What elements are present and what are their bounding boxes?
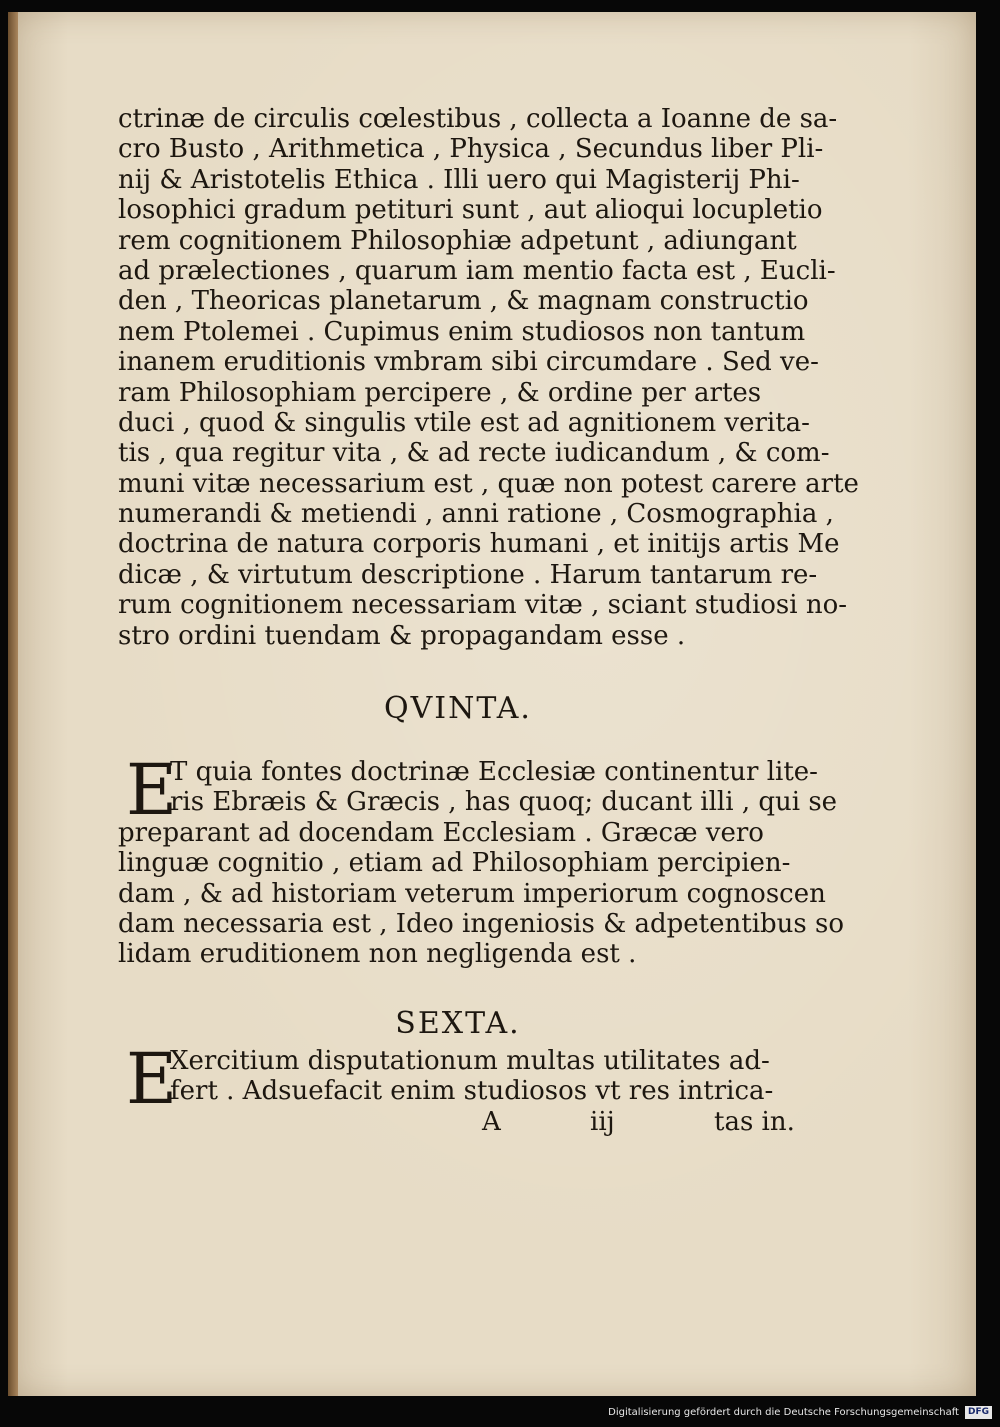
- text-line: numerandi & metiendi , anni ratione , Cosmographia ,: [118, 499, 834, 530]
- page-text-block: [118, 104, 859, 1141]
- text-line: den , Theoricas planetarum , & magnam constructio: [118, 286, 809, 317]
- text-line: stro ordini tuendam & propagandam esse .: [118, 620, 686, 651]
- text-line: rum cognitionem necessariam vitæ , sciant studiosi no-: [118, 590, 848, 621]
- text-line: ad prælectiones , quarum iam mentio facta est , Eucli-: [118, 255, 836, 286]
- text-line: losophici gradum petituri sunt , aut alioqui locupletio: [118, 195, 823, 226]
- main-paragraph: [118, 104, 859, 651]
- text-line: dam , & ad historiam veterum imperiorum cognoscen: [118, 878, 826, 909]
- text-line: doctrina de natura corporis humani , et initijs artis Me: [118, 529, 840, 560]
- text-line: muni vitæ necessarium est , quæ non potest carere arte: [118, 468, 859, 499]
- dropcap-initial: E: [126, 1037, 178, 1120]
- text-line: T quia fontes doctrinæ Ecclesiæ continentur lite-: [170, 757, 818, 788]
- text-line: cro Busto , Arithmetica , Physica , Secundus liber Pli-: [118, 134, 824, 165]
- text-line: linguæ cognitio , etiam ad Philosophiam percipien-: [118, 848, 791, 879]
- dfg-logo-icon: DFG: [965, 1406, 992, 1419]
- sexta-paragraph: [118, 1037, 798, 1120]
- book-page: [8, 12, 976, 1396]
- folio-number: iij: [590, 1106, 615, 1137]
- section-heading-quinta: QVINTA.: [384, 691, 532, 727]
- text-line: ris Ebræis & Græcis , has quoq; ducant illi , qui se: [170, 787, 838, 818]
- dropcap-initial: E: [126, 749, 178, 832]
- text-line: ctrinæ de circulis cœlestibus , collecta a Ioanne de sa-: [118, 104, 838, 134]
- text-line: Xercitium disputationum multas utilitates ad-: [170, 1045, 770, 1076]
- text-line: fert . Adsuefacit enim studiosos vt res intrica-: [170, 1076, 774, 1107]
- text-line: nij & Aristotelis Ethica . Illi uero qui Magisterij Phi-: [118, 164, 800, 195]
- text-line: preparant ad docendam Ecclesiam . Græcæ vero: [118, 817, 764, 848]
- page-footer: [118, 1107, 798, 1141]
- text-line: rem cognitionem Philosophiæ adpetunt , adiungant: [118, 225, 797, 256]
- attribution-bar: [608, 1404, 992, 1420]
- text-line: lidam eruditionem non negligenda est .: [118, 939, 637, 970]
- text-line: dam necessaria est , Ideo ingeniosis & adpetentibus so: [118, 908, 845, 939]
- page-spine-edge: [8, 12, 18, 1396]
- text-line: ram Philosophiam percipere , & ordine per artes: [118, 377, 762, 408]
- text-line: dicæ , & virtutum descriptione . Harum tantarum re-: [118, 559, 818, 590]
- text-line: inanem eruditionis vmbram sibi circumdare . Sed ve-: [118, 347, 819, 378]
- signature-mark: A: [482, 1106, 501, 1137]
- catchword: tas in.: [714, 1106, 795, 1137]
- section-heading-sexta: SEXTA.: [395, 1005, 521, 1041]
- text-line: duci , quod & singulis vtile est ad agnitionem verita-: [118, 407, 810, 438]
- quinta-paragraph: [118, 749, 845, 970]
- text-line: tis , qua regitur vita , & ad recte iudicandum , & com-: [118, 438, 830, 469]
- text-line: nem Ptolemei . Cupimus enim studiosos non tantum: [118, 316, 806, 347]
- attribution-text: Digitalisierung gefördert durch die Deutsche Forschungsgemeinschaft: [608, 1406, 959, 1418]
